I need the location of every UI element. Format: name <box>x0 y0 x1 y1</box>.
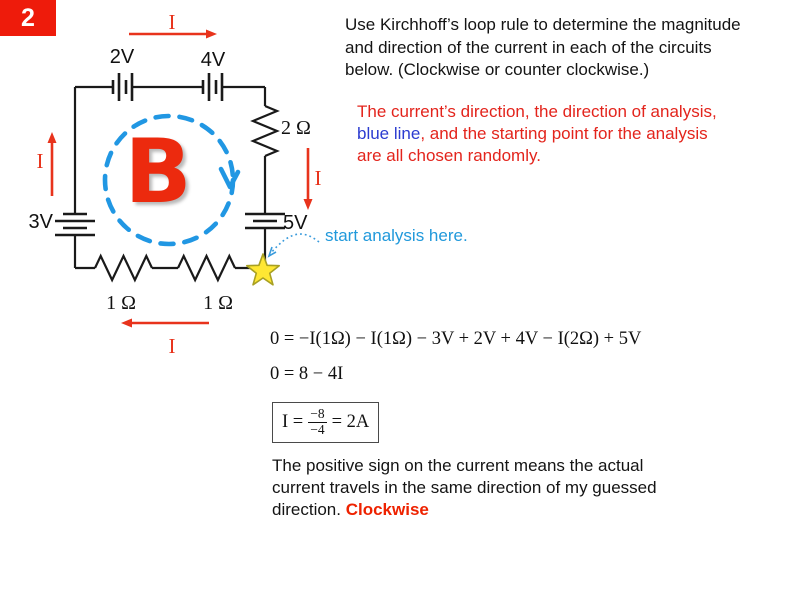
battery-3v-label: 3V <box>28 211 53 233</box>
start-star-icon <box>247 254 279 285</box>
note-line: are all chosen randomly. <box>357 146 541 165</box>
battery-2v-label: 2V <box>109 46 135 68</box>
current-label-right: I <box>314 166 322 190</box>
answer-fraction <box>308 407 326 438</box>
current-label-left: I <box>36 149 44 173</box>
loop-label: B <box>124 120 192 223</box>
prompt-line: Use Kirchhoff’s loop rule to determine the magnitude <box>345 15 741 34</box>
resistor-2ohm-symbol <box>253 106 277 156</box>
battery-5v-symbol <box>245 214 285 228</box>
answer-lhs: I = <box>282 411 304 432</box>
fraction-denominator: −4 <box>310 421 325 437</box>
slide-number-badge: 2 <box>0 0 56 36</box>
fraction-numerator: −8 <box>310 406 325 421</box>
prompt-line: below. (Clockwise or counter clockwise.) <box>345 60 650 79</box>
loop-equation: 0 = −I(1Ω) − I(1Ω) − 3V + 2V + 4V − I(2Ω) + 5V <box>270 329 642 349</box>
prompt-line: and direction of the current in each of the circuits <box>345 37 712 57</box>
conclusion-line <box>272 499 657 521</box>
conclusion-text <box>272 455 657 521</box>
conclusion-line: current travels in the same direction of my guessed <box>272 478 657 497</box>
start-analysis-note: start analysis here. <box>325 226 468 245</box>
battery-3v-symbol <box>55 214 95 235</box>
battery-4v-label: 4V <box>200 49 226 71</box>
analysis-note <box>357 101 717 167</box>
current-label-top: I <box>168 10 176 34</box>
resistor-1ohm-left-label: 1 Ω <box>106 292 136 314</box>
answer-result: = 2A <box>331 411 370 432</box>
current-arrow-bottom <box>121 319 209 328</box>
final-answer-box <box>272 402 379 443</box>
start-pointer-arrow <box>269 234 319 256</box>
simplified-equation: 0 = 8 − 4I <box>270 364 344 384</box>
note-line: The current’s direction, the direction of analysis, <box>357 102 717 121</box>
clockwise-highlight: Clockwise <box>345 500 429 519</box>
blue-line-text: blue line <box>357 124 421 143</box>
conclusion-line-prefix: direction. <box>272 500 346 519</box>
analysis-loop-arrowhead <box>221 169 238 187</box>
battery-2v-symbol <box>113 73 132 101</box>
conclusion-line: The positive sign on the current means the actual <box>272 456 644 475</box>
note-line <box>357 123 717 145</box>
resistor-1ohm-right-symbol <box>178 256 235 280</box>
prompt-text <box>345 14 741 82</box>
battery-5v-label: 5V <box>283 212 308 234</box>
current-arrow-left <box>48 132 57 196</box>
current-label-bottom: I <box>168 334 176 358</box>
resistor-1ohm-left-symbol <box>95 256 152 280</box>
current-arrow-right <box>304 148 313 210</box>
battery-4v-symbol <box>203 73 222 101</box>
note-line-rest: , and the starting point for the analysis <box>420 124 708 143</box>
resistor-1ohm-right-label: 1 Ω <box>203 292 233 314</box>
resistor-2ohm-label: 2 Ω <box>281 117 311 139</box>
